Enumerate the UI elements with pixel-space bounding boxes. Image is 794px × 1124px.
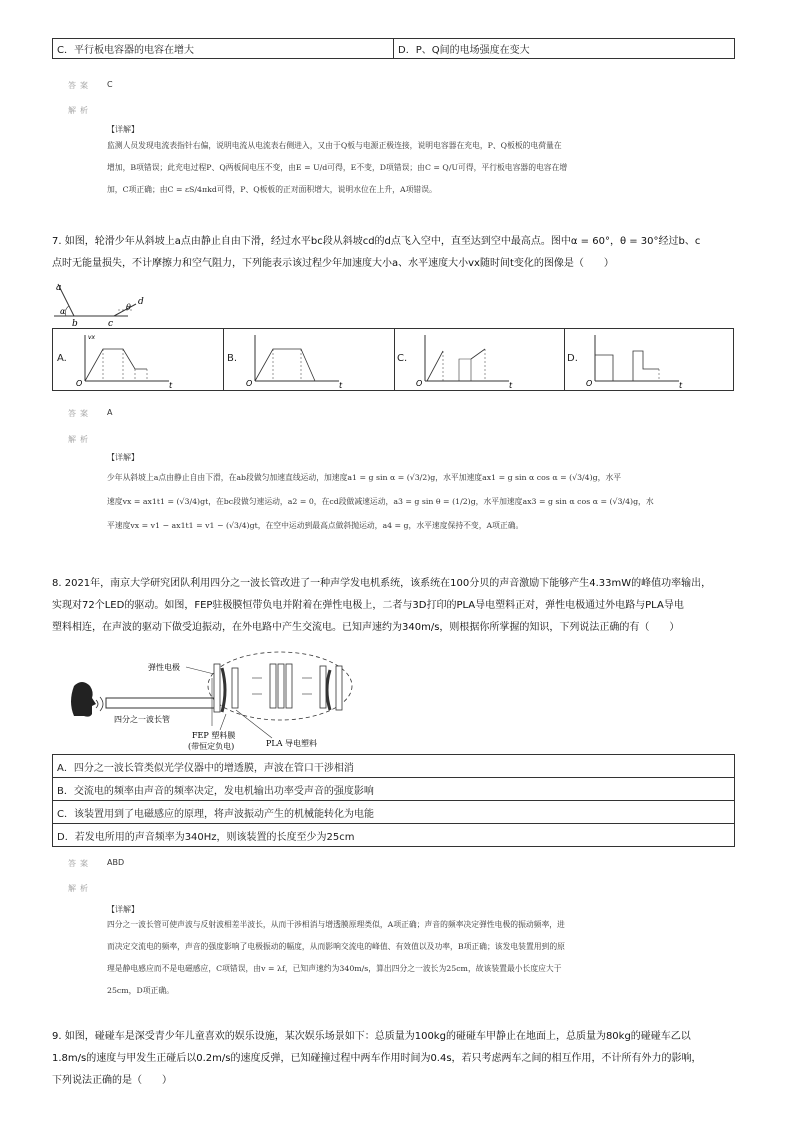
q8-detail-line: 而决定交流电的频率，声音的强度影响了电极振动的幅度，从而影响交流电的峰值、有效值以及功率，B项正确；该发电装置用到的原 xyxy=(107,942,565,951)
q6-option-d: D．P、Q间的电场强度在变大 xyxy=(394,39,735,59)
q6-detail-line: 加，C项正确；由C = εS/4πkd可得，P、Q板板的正对面积增大，说明水位在上升，A项错误。 xyxy=(107,185,437,194)
q8-label-tube: 四分之一波长管 xyxy=(114,715,170,724)
q8-analysis-label: 解析 xyxy=(68,884,92,893)
q8-option-d: D．若发电所用的声音频率为340Hz，则该装置的长度至少为25cm xyxy=(53,824,735,847)
q8-stem-line: 塑料相连，在声波的驱动下做受迫振动，在外电路中产生交流电。已知声速约为340m/s，则根据你所掌握的知识，下列说法正确的有（ ） xyxy=(52,622,680,633)
q7-graph-options xyxy=(52,328,734,391)
svg-text:t: t xyxy=(169,381,173,389)
q9-stem-line: 9. 如图，碰碰车是深受青少年儿童喜欢的娱乐设施，某次娱乐场景如下：总质量为100kg的碰碰车甲静止在地面上，总质量为80kg的碰碰车乙以 xyxy=(52,1031,691,1042)
q8-stem xyxy=(52,573,762,639)
q7-graph-c xyxy=(409,331,519,389)
q7-fig-label-alpha: α xyxy=(60,307,66,316)
q6-detail-line: 增加，B项错误；此充电过程P、Q两板间电压不变，由E = U/d可得，E不变，D项错误；由C = Q/U可得，平行板电容器的电容在增 xyxy=(107,163,568,172)
q7-graph-d xyxy=(579,331,689,389)
svg-text:t: t xyxy=(339,381,343,389)
q7-detail xyxy=(107,466,747,538)
svg-text:O: O xyxy=(416,379,423,388)
q9-stem-line: 1.8m/s的速度与甲发生正碰后以0.2m/s的速度反弹，已知碰撞过程中两车作用时间为0.4s，若只考虑两车之间的相互作用，不计所有外力的影响， xyxy=(52,1053,702,1064)
q7-fig-label-a: a xyxy=(56,283,62,293)
q8-label-fep1: FEP 塑料膜 xyxy=(192,731,236,740)
q6-options-table xyxy=(52,38,735,59)
q7-graph-a xyxy=(69,331,179,389)
q6-analysis-label: 解析 xyxy=(68,106,92,115)
q7-option-b-label: B. xyxy=(227,353,238,364)
svg-text:O: O xyxy=(246,379,253,388)
q8-answer-label: 答案 xyxy=(68,859,92,868)
q7-detail-line: 平速度vx = v1 − ax1t1 = v1 − (√3/4)gt，在空中运动到最高点做斜抛运动，a4 = g，水平速度保持不变，A项正确。 xyxy=(107,521,524,530)
q7-fig-label-c: c xyxy=(108,319,114,328)
q8-generator-figure xyxy=(52,642,372,754)
q8-stem-line: 8. 2021年，南京大学研究团队利用四分之一波长管改进了一种声学发电机系统，该系统在100分贝的声音激励下能够产生4.33mW的峰值功率输出， xyxy=(52,578,712,589)
q8-detail-line: 25cm，D项正确。 xyxy=(107,986,174,995)
q8-detail xyxy=(107,914,747,1002)
q8-answer: ABD xyxy=(107,858,125,867)
q9-stem xyxy=(52,1026,762,1092)
q6-detail-title: 【详解】 xyxy=(107,125,139,134)
q7-fig-label-d: d xyxy=(138,297,144,307)
q8-options-table xyxy=(52,754,735,847)
svg-text:t: t xyxy=(509,381,513,389)
q6-option-c: C．平行板电容器的电容在增大 xyxy=(53,39,394,59)
q7-stem-line: 7. 如图，轮滑少年从斜坡上a点由静止自由下滑，经过水平bc段从斜坡cd的d点飞入空中，直至达到空中最高点。图中α = 60°，θ = 30°经过b、c xyxy=(52,236,701,247)
q8-option-b: B．交流电的频率由声音的频率决定，发电机输出功率受声音的强度影响 xyxy=(53,778,735,801)
q7-detail-line: 速度vx = ax1t1 = (√3/4)gt，在bc段做匀速运动，a2 = 0，在cd段做减速运动，a3 = g sin θ = (1/2)g，水平加速度ax3 = g sin α cos α = (√3/4)g，水 xyxy=(107,497,654,506)
q8-stem-line: 实现对72个LED的驱动。如图，FEP驻极膜恒带负电并附着在弹性电极上，二者与3D打印的PLA导电塑料正对，弹性电极通过外电路与PLA导电 xyxy=(52,600,684,611)
svg-text:t: t xyxy=(679,381,683,389)
q7-detail-line: 少年从斜坡上a点由静止自由下滑，在ab段做匀加速直线运动，加速度a1 = g sin α = (√3/2)g，水平加速度ax1 = g sin α cos α = (√3/4)g，水平 xyxy=(107,473,622,482)
q7-option-a-label: A. xyxy=(57,353,67,364)
svg-text:vx: vx xyxy=(88,334,96,341)
q7-fig-label-b: b xyxy=(72,319,78,328)
q7-option-d-label: D. xyxy=(567,353,578,364)
q7-slope-figure xyxy=(52,280,162,328)
q7-answer: A xyxy=(107,408,113,417)
q7-option-c-label: C. xyxy=(397,353,408,364)
q7-detail-title: 【详解】 xyxy=(107,453,139,462)
q8-label-pla: PLA 导电塑料 xyxy=(266,739,318,748)
q8-option-a: A．四分之一波长管类似光学仪器中的增透膜，声波在管口干涉相消 xyxy=(53,755,735,778)
q8-label-fep2: (带恒定负电) xyxy=(188,742,235,751)
q7-stem-line: 点时无能量损失，不计摩擦力和空气阻力，下列能表示该过程少年加速度大小a、水平速度大小vx随时间t变化的图像是（ ） xyxy=(52,258,614,269)
q8-detail-line: 四分之一波长管可使声波与反射波相差半波长，从而干涉相消与增透膜原理类似，A项正确；声音的频率决定弹性电极的振动频率，进 xyxy=(107,920,565,929)
q8-detail-line: 理是静电感应而不是电磁感应，C项错误，由v = λf，已知声速约为340m/s，算出四分之一波长为25cm，故该装置最小长度应大于 xyxy=(107,964,562,973)
q6-answer-label: 答案 xyxy=(68,81,92,90)
q8-label-electrode: 弹性电极 xyxy=(148,663,180,672)
q6-detail xyxy=(107,135,747,201)
q8-option-c: C．该装置用到了电磁感应的原理，将声波振动产生的机械能转化为电能 xyxy=(53,801,735,824)
q6-detail-line: 监测人员发现电流表指针右偏，说明电流从电流表右侧进入，又由于Q板与电源正极连接，说明电容器在充电，P、Q板板的电荷量在 xyxy=(107,141,562,150)
q9-stem-line: 下列说法正确的是（ ） xyxy=(52,1075,172,1086)
svg-text:O: O xyxy=(586,379,593,388)
q7-graph-b xyxy=(239,331,349,389)
q8-detail-title: 【详解】 xyxy=(107,905,139,914)
q7-answer-label: 答案 xyxy=(68,409,92,418)
q6-answer: C xyxy=(107,80,113,89)
q7-fig-label-theta: θ xyxy=(126,303,131,312)
svg-text:O: O xyxy=(76,379,83,388)
q7-stem xyxy=(52,231,752,275)
q7-analysis-label: 解析 xyxy=(68,435,92,444)
